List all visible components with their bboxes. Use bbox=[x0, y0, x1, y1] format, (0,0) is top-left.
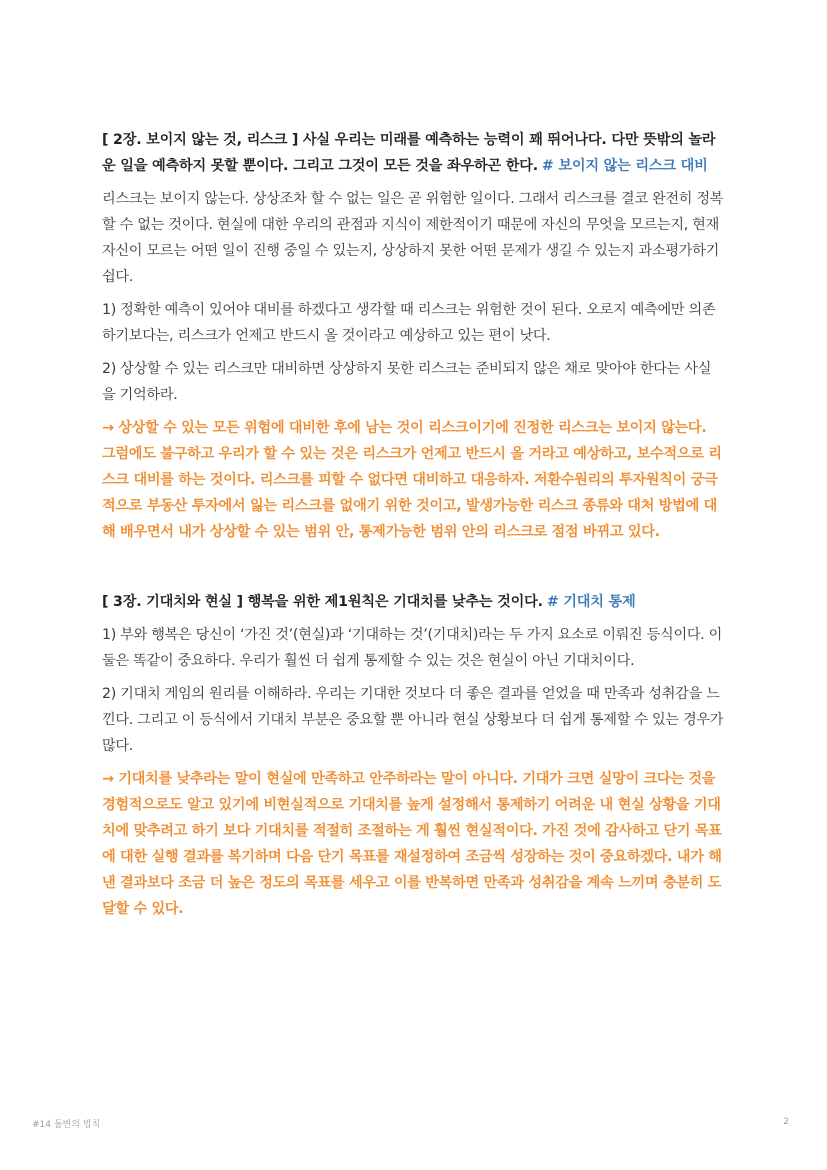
section-chapter-3 bbox=[102, 589, 724, 922]
section-title: [ 3장. 기대치와 현실 ] 행복을 위한 제1원칙은 기대치를 낮추는 것이다. bbox=[102, 594, 543, 610]
section-heading bbox=[102, 127, 724, 179]
hashtag-label: # 보이지 않는 리스크 대비 bbox=[541, 158, 708, 174]
section-chapter-2 bbox=[102, 127, 724, 545]
footer-document-title: #14 돌변의 법칙 bbox=[32, 1120, 101, 1130]
body-paragraph: 1) 정확한 예측이 있어야 대비를 하겠다고 생각할 때 리스크는 위험한 것이 된다. 오로지 예측에만 의존하기보다는, 리스크가 언제고 반드시 올 것이라고 예상하고 있는 편이 낫다. bbox=[102, 302, 716, 344]
hashtag-label: # 기대치 통제 bbox=[546, 594, 636, 610]
section-title: [ 2장. 보이지 않는 것, 리스크 ] 사실 우리는 미래를 예측하는 능력이 꽤 뛰어나다. 다만 뜻밖의 놀라운 일을 예측하지 못할 뿐이다. 그리고 그것이 모든 것을 좌우하곤 한다. bbox=[102, 132, 716, 174]
section-heading bbox=[102, 589, 724, 615]
body-paragraph: 2) 기대치 게임의 원리를 이해하라. 우리는 기대한 것보다 더 좋은 결과를 얻었을 때 만족과 성취감을 느낀다. 그리고 이 등식에서 기대치 부분은 중요할 뿐 아니라 현실 상황보다 더 쉽게 통제할 수 있는 경우가 많다. bbox=[102, 686, 724, 754]
footer-page-number: 2 bbox=[783, 1117, 789, 1127]
body-paragraph: 2) 상상할 수 있는 리스크만 대비하면 상상하지 못한 리스크는 준비되지 않은 채로 맞아야 한다는 사실을 기억하라. bbox=[102, 361, 712, 403]
body-paragraph: 리스크는 보이지 않는다. 상상조차 할 수 없는 일은 곧 위험한 일이다. 그래서 리스크를 결코 완전히 정복할 수 없는 것이다. 현실에 대한 우리의 관점과 지식이 제한적이기 때문에 자신의 무엇을 모르는지, 현재 자신이 모르는 어떤 일이 진행 중일 수 있는지, 상상하지 못한 어떤 문제가 생길 수 있는지 과소평가하기 쉽다. bbox=[102, 191, 724, 285]
body-paragraph: 1) 부와 행복은 당신이 ‘가진 것’(현실)과 ‘기대하는 것’(기대치)라는 두 가지 요소로 이뤄진 등식이다. 이 둘은 똑같이 중요하다. 우리가 훨씬 더 쉽게 통제할 수 있는 것은 현실이 아닌 기대치이다. bbox=[102, 627, 723, 669]
page-content bbox=[102, 127, 724, 929]
highlight-paragraph: → 상상할 수 있는 모든 위험에 대비한 후에 남는 것이 리스크이기에 진정한 리스크는 보이지 않는다. 그럼에도 불구하고 우리가 할 수 있는 것은 리스크가 언제고 반드시 올 거라고 예상하고, 보수적으로 리스크 대비를 하는 것이다. 리스크를 피할 수 없다면 대비하고 대응하자. 저환수원리의 투자원칙이 궁극적으로 부동산 투자에서 잃는 리스크를 없애기 위한 것이고, 발생가능한 리스크 종류와 대처 방법에 대해 배우면서 내가 상상할 수 있는 범위 안, 통제가능한 범위 안의 리스크로 점점 바뀌고 있다. bbox=[102, 420, 722, 540]
highlight-paragraph: → 기대치를 낮추라는 말이 현실에 만족하고 안주하라는 말이 아니다. 기대가 크면 실망이 크다는 것을 경험적으로도 알고 있기에 비현실적으로 기대치를 높게 설정해서 통제하기 어려운 내 현실 상황을 기대치에 맞추려고 하기 보다 기대치를 적절히 조절하는 게 훨씬 현실적이다. 가진 것에 감사하고 단기 목표에 대한 실행 결과를 복기하며 다음 단기 목표를 재설정하여 조금씩 성장하는 것이 중요하겠다. 내가 해낸 결과보다 조금 더 높은 정도의 목표를 세우고 이를 반복하면 만족과 성취감을 계속 느끼며 충분히 도달할 수 있다. bbox=[102, 771, 722, 917]
